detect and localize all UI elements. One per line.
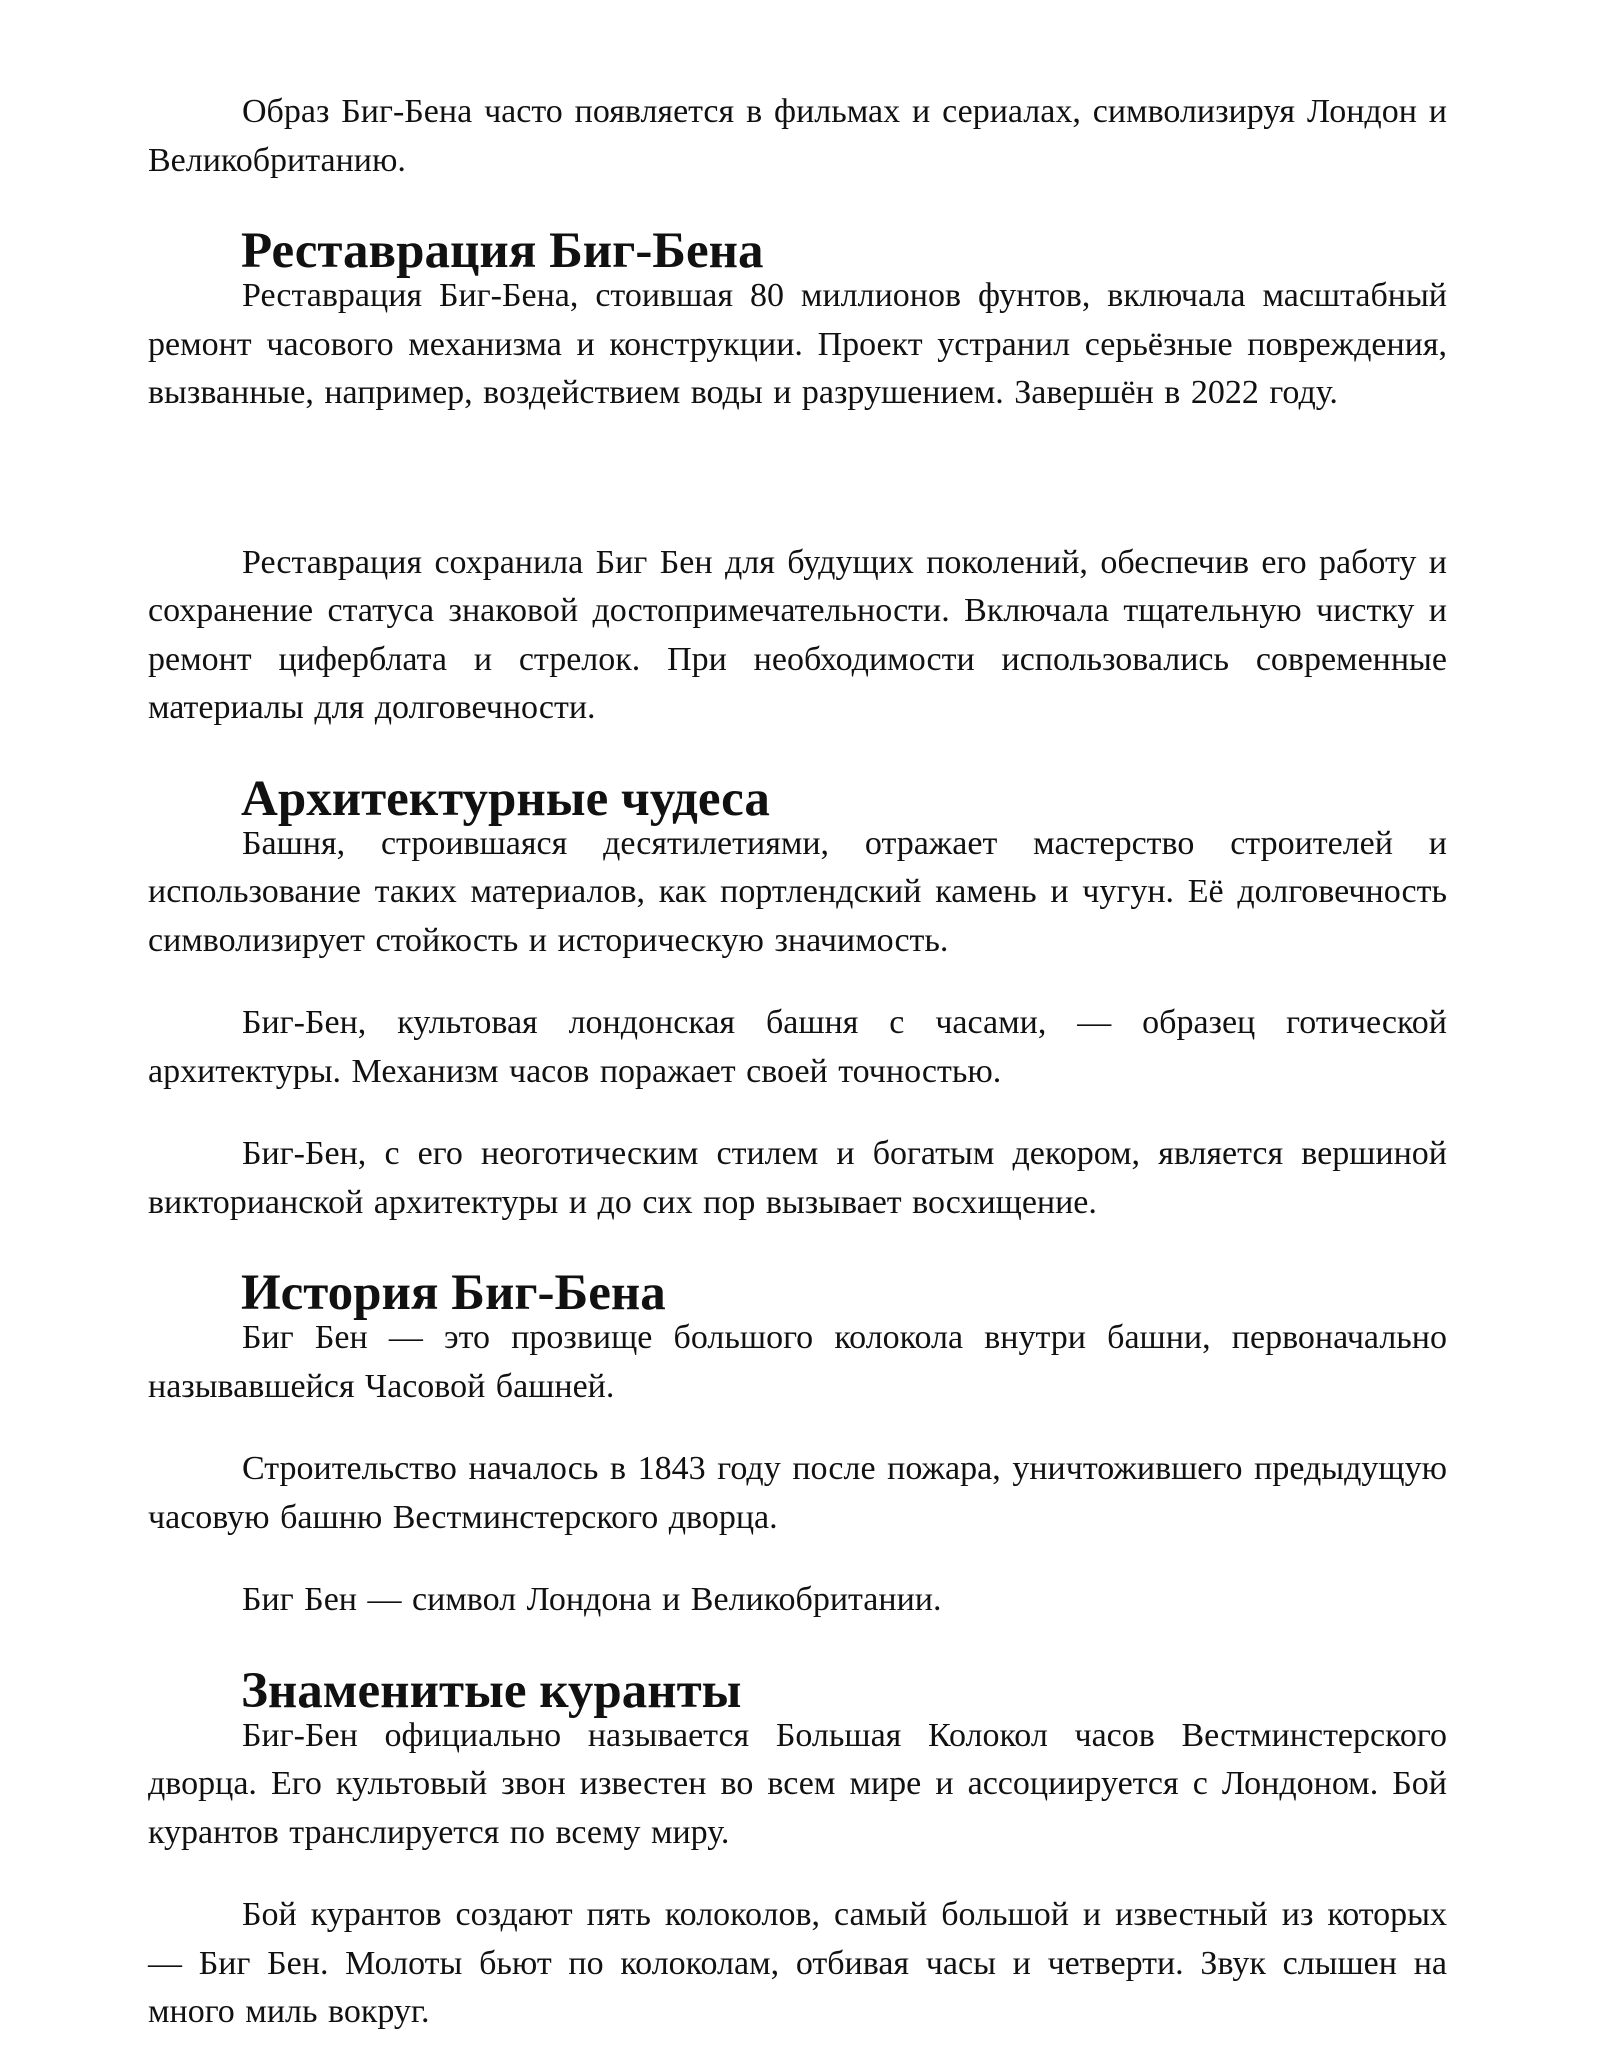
heading-history: История Биг-Бена: [241, 1265, 666, 1321]
paragraph-construction: Строительство началось в 1843 году после пожара, уничтожившего предыдущую часовую башню Вестминстерского дворца.: [148, 1450, 1447, 1536]
paragraph-five-bells: Бой курантов создают пять колоколов, самый большой и известный из которых — Биг Бен. Молоты бьют по колоколам, отбивая часы и четверти. Звук слышен на много миль вокруг.: [148, 1896, 1447, 2030]
heading-chimes: Знаменитые куранты: [241, 1662, 742, 1719]
document-page: [148, 88, 1447, 2037]
paragraph-nickname: Биг Бен — это прозвище большого колокола внутри башни, первоначально называвшейся Часовой башней.: [148, 1319, 1447, 1405]
paragraph-symbol: Биг Бен — символ Лондона и Великобритании.: [242, 1581, 942, 1618]
paragraph-official-name: Биг-Бен официально называется Большая Колокол часов Вестминстерского дворца. Его культовый звон известен во всем мире и ассоциируется с Лондоном. Бой курантов транслируется по всему миру.: [148, 1716, 1447, 1851]
paragraph-restoration-result: Реставрация сохранила Биг Бен для будущих поколений, обеспечив его работу и сохранение статуса знаковой достопримечательности. Включала тщательную чистку и ремонт циферблата и стрелок. При необходимости использовались современные материалы для долговечности.: [148, 543, 1447, 726]
heading-architecture: Архитектурные чудеса: [241, 770, 770, 827]
paragraph-gothic-architecture: Биг-Бен, культовая лондонская башня с часами, — образец готической архитектуры. Механизм часов поражает своей точностью.: [148, 1004, 1447, 1090]
paragraph-restoration-cost: Реставрация Биг-Бена, стоившая 80 миллионов фунтов, включала масштабный ремонт часового механизма и конструкции. Проект устранил серьёзные повреждения, вызванные, например, воздействием воды и разрушением. Завершён в 2022 году.: [148, 277, 1447, 411]
paragraph-victorian-architecture: Биг-Бен, с его неоготическим стилем и богатым декором, является вершиной викторианской архитектуры и до сих пор вызывает восхищение.: [148, 1135, 1447, 1221]
paragraph-big-ben-in-media: Образ Биг-Бена часто появляется в фильмах и сериалах, символизируя Лондон и Великобританию.: [148, 93, 1447, 179]
heading-restoration: Реставрация Биг-Бена: [241, 223, 764, 279]
paragraph-tower-materials: Башня, строившаяся десятилетиями, отражает мастерство строителей и использование таких материалов, как портлендский камень и чугун. Её долговечность символизирует стойкость и историческую значимость.: [148, 824, 1447, 959]
